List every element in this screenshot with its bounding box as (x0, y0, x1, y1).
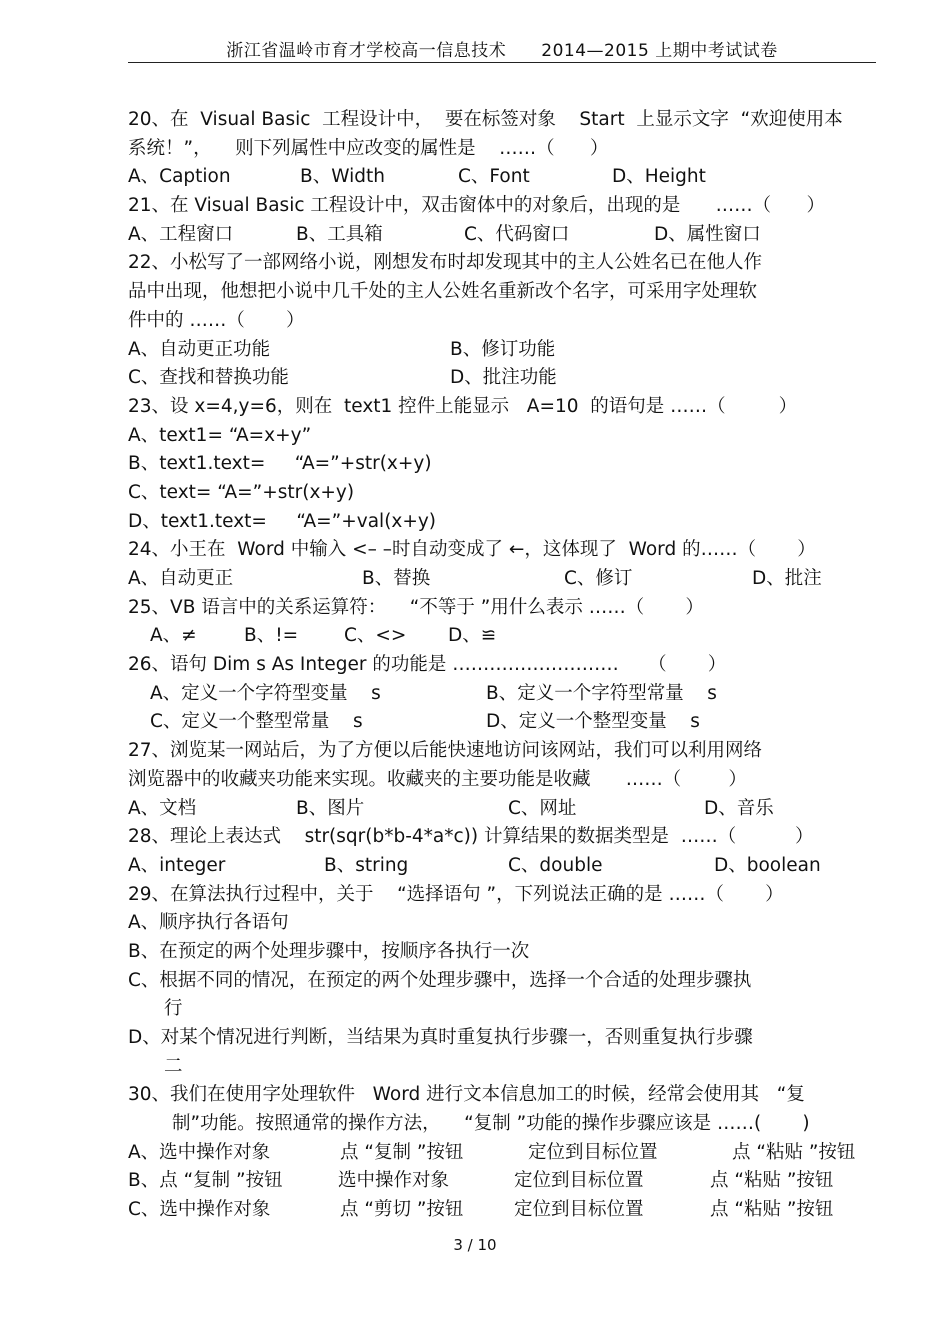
text-segment: 30、我们在使用字处理软件 Word 进行文本信息加工的时候，经常会使用其 “复 (128, 1084, 805, 1106)
text-line (128, 852, 873, 881)
text-line (128, 450, 873, 479)
text-segment: A、选中操作对象 (128, 1141, 271, 1163)
text-segment: 22、小松写了一部网络小说，刚想发布时却发现其中的主人公姓名已在他人作 (128, 252, 763, 274)
text-segment: C、根据不同的情况，在预定的两个处理步骤中，选择一个合适的处理步骤执 (128, 969, 752, 991)
text-segment: C、修订 (564, 568, 633, 589)
text-segment: C、Font (458, 166, 530, 188)
text-segment: C、选中操作对象 (128, 1199, 271, 1221)
text-segment: 件中的 ……（ ） (128, 309, 305, 331)
text-line (128, 1139, 873, 1168)
text-line (128, 737, 873, 766)
text-segment: 点 “剪切 ”按钮 (340, 1199, 464, 1221)
text-segment: 定位到目标位置 (528, 1141, 658, 1163)
text-segment: 20、在 Visual Basic 工程设计中， 要在标签对象 Start 上显示文字 “欢迎使用本 (128, 109, 843, 130)
text-segment: A、顺序执行各语句 (128, 912, 289, 934)
text-line (128, 909, 873, 938)
text-segment: C、<> (344, 625, 407, 647)
text-line (128, 135, 873, 164)
text-segment: B、在预定的两个处理步骤中，按顺序各执行一次 (128, 940, 530, 962)
text-line (128, 307, 873, 336)
page-header: 浙江省温岭市育才学校高一信息技术 2014—2015 上期中考试试卷 (226, 41, 778, 61)
text-line (128, 536, 873, 565)
text-segment: C、text= “A=”+str(x+y) (128, 481, 355, 503)
text-segment: 行 (164, 998, 183, 1020)
text-segment: 二 (164, 1055, 183, 1077)
text-segment: 浏览器中的收藏夹功能来实现。收藏夹的主要功能是收藏 ……（ ） (128, 768, 747, 790)
text-line (128, 795, 873, 824)
text-line (128, 249, 873, 278)
text-segment: A、定义一个字符型变量 s (150, 682, 381, 704)
text-line (128, 967, 873, 996)
text-segment: D、定义一个整型变量 s (486, 711, 700, 733)
text-segment: 点 “粘贴 ”按钮 (710, 1199, 834, 1221)
text-segment: C、double (508, 854, 603, 876)
text-line (128, 823, 873, 852)
text-line (128, 680, 873, 709)
text-line (128, 1024, 873, 1053)
text-segment: 29、在算法执行过程中，关于 “选择语句 ”，下列说法正确的是 ……（ ） (128, 883, 784, 905)
text-segment: 系统！”， 则下列属性中应改变的属性是 ……（ ） (128, 137, 609, 159)
text-line (128, 1081, 873, 1110)
text-segment: A、工程窗口 (128, 223, 234, 245)
text-segment: 制”功能。按照通常的操作方法， “复制 ”功能的操作步骤应该是 ……( ) (172, 1113, 810, 1135)
page-number: 3 / 10 (453, 1236, 497, 1254)
text-line (128, 364, 873, 393)
text-segment: C、定义一个整型常量 s (150, 711, 363, 733)
text-line (128, 565, 873, 594)
text-line (128, 594, 873, 623)
text-segment: B、替换 (362, 568, 431, 589)
text-segment: A、Caption (128, 166, 231, 188)
text-segment: B、text1.text= “A=”+str(x+y) (128, 453, 432, 475)
text-line (128, 1110, 873, 1139)
text-segment: B、Width (300, 166, 385, 188)
text-segment: A、文档 (128, 797, 197, 819)
exam-questions (128, 106, 873, 1225)
text-line (128, 938, 873, 967)
text-segment: D、对某个情况进行判断，当结果为真时重复执行步骤一，否则重复执行步骤 (128, 1027, 753, 1048)
text-segment: 23、设 x=4,y=6，则在 text1 控件上能显示 A=10 的语句是 ……（ ） (128, 395, 798, 417)
text-segment: A、≠ (150, 625, 197, 647)
text-segment: B、!= (244, 625, 299, 647)
text-segment: D、批注功能 (450, 367, 557, 389)
text-segment: D、Height (612, 166, 706, 188)
text-segment: 25、VB 语言中的关系运算符： “不等于 ”用什么表示 ……（ ） (128, 596, 704, 618)
text-line (128, 622, 873, 651)
text-line (128, 106, 873, 135)
text-segment: A、自动更正 (128, 568, 234, 589)
text-segment: D、属性窗口 (654, 223, 761, 245)
text-segment: 28、理论上表达式 str(sqr(b*b-4*a*c)) 计算结果的数据类型是 ……（ ） (128, 826, 814, 848)
text-segment: 定位到目标位置 (514, 1199, 644, 1221)
text-segment: A、text1= “A=x+y” (128, 424, 312, 446)
text-line (128, 336, 873, 365)
text-line (128, 393, 873, 422)
text-segment: B、定义一个字符型常量 s (486, 682, 717, 704)
text-segment: C、代码窗口 (464, 223, 570, 245)
text-segment: A、integer (128, 854, 226, 876)
text-segment: B、string (324, 854, 409, 876)
text-segment: 点 “复制 ”按钮 (340, 1141, 464, 1163)
text-line (128, 1196, 873, 1225)
text-segment: B、点 “复制 ”按钮 (128, 1170, 283, 1192)
text-line (128, 995, 873, 1024)
text-segment: B、图片 (296, 797, 365, 819)
text-line (128, 508, 873, 537)
text-line (128, 766, 873, 795)
text-line (128, 1053, 873, 1082)
text-segment: D、音乐 (704, 797, 774, 819)
text-line (128, 708, 873, 737)
text-segment: D、boolean (714, 854, 821, 876)
text-line (128, 651, 873, 680)
text-segment: 点 “粘贴 ”按钮 (710, 1170, 834, 1192)
text-segment: 24、小王在 Word 中输入 <– –时自动变成了 ←，这体现了 Word 的……（ ） (128, 539, 816, 561)
text-segment: 点 “粘贴 ”按钮 (732, 1141, 856, 1163)
text-line (128, 422, 873, 451)
text-segment: D、≌ (448, 625, 497, 647)
text-segment: A、自动更正功能 (128, 338, 271, 360)
text-segment: 定位到目标位置 (514, 1170, 644, 1192)
header-rule (128, 62, 876, 63)
text-line (128, 278, 873, 307)
text-segment: 26、语句 Dim s As Integer 的功能是 ……………………… （ ） (128, 654, 727, 676)
text-line (128, 163, 873, 192)
text-segment: B、工具箱 (296, 223, 383, 245)
text-segment: C、查找和替换功能 (128, 367, 289, 389)
text-segment: C、网址 (508, 797, 577, 819)
text-line (128, 881, 873, 910)
text-segment: D、text1.text= “A=”+val(x+y) (128, 510, 437, 532)
text-line (128, 192, 873, 221)
text-line (128, 221, 873, 250)
text-line (128, 1167, 873, 1196)
text-segment: 21、在 Visual Basic 工程设计中，双击窗体中的对象后，出现的是 ……（ ） (128, 195, 825, 217)
text-segment: 选中操作对象 (338, 1170, 450, 1192)
text-line (128, 479, 873, 508)
text-segment: 品中出现，他想把小说中几千处的主人公姓名重新改个名字，可采用字处理软 (128, 281, 758, 303)
text-segment: D、批注 (752, 568, 822, 589)
text-segment: 27、浏览某一网站后，为了方便以后能快速地访问该网站，我们可以利用网络 (128, 740, 763, 762)
text-segment: B、修订功能 (450, 338, 556, 360)
